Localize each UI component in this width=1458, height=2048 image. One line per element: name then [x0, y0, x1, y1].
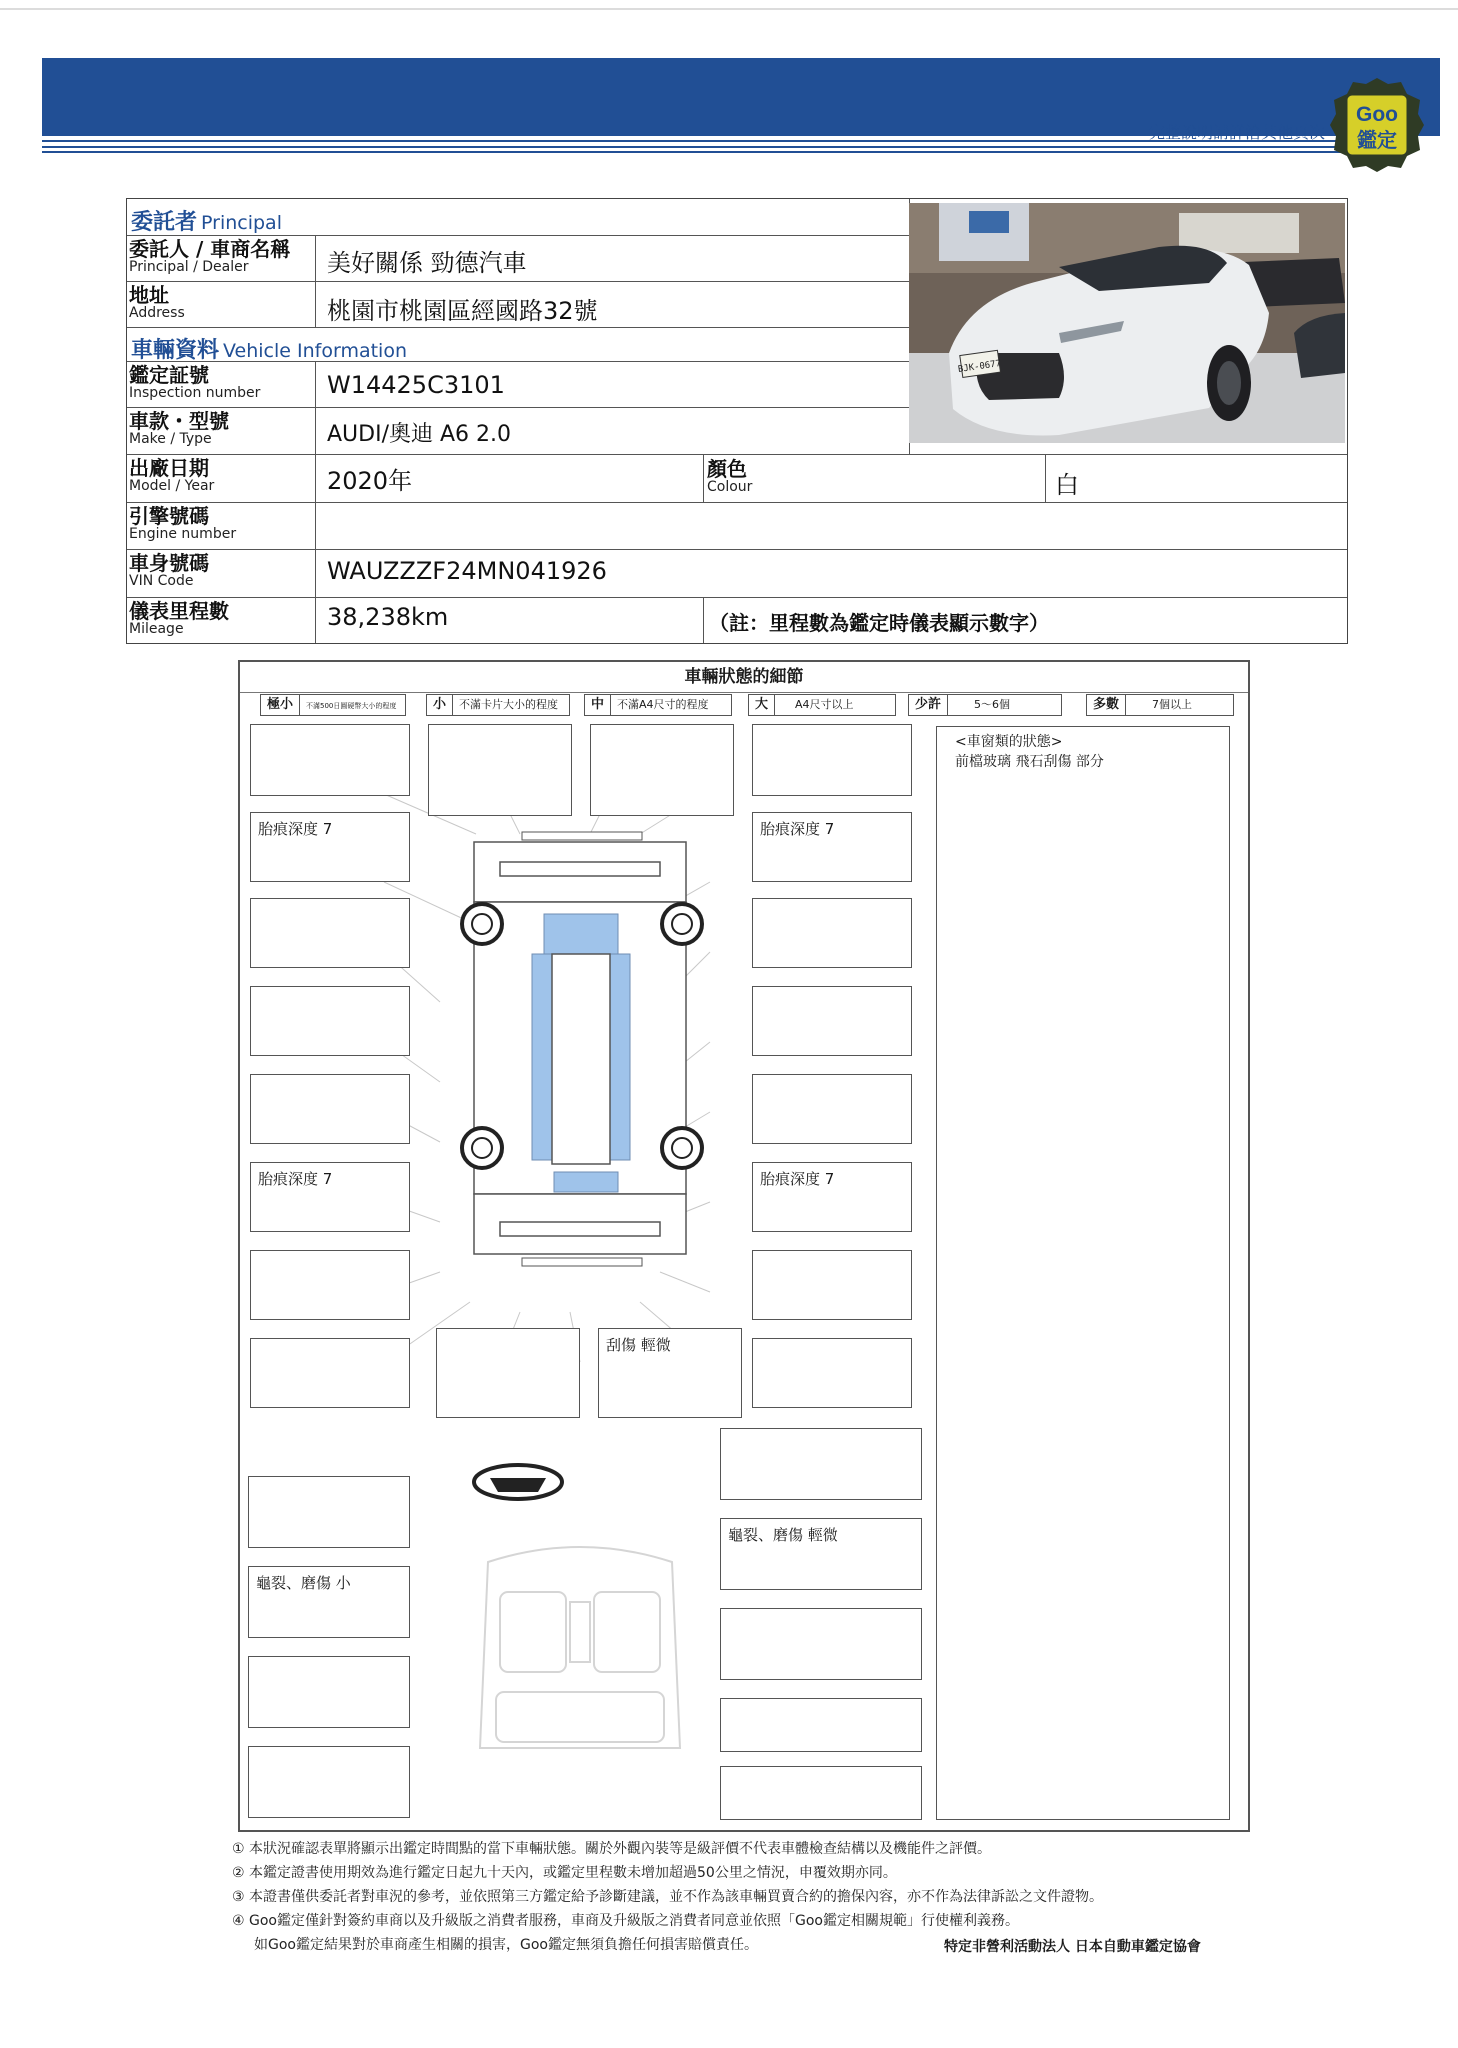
- condition-box: [248, 1476, 410, 1548]
- condition-box: [250, 1074, 410, 1144]
- condition-box: 胎痕深度 7: [752, 812, 912, 882]
- vehicle-photo: [909, 203, 1345, 443]
- svg-text:Goo: Goo: [1356, 103, 1398, 126]
- colour-value: 白: [1055, 471, 1079, 499]
- footer-note: ② 本鑑定證書使用期效為進行鑑定日起九十天內，或鑑定里程數未增加超過50公里之情況，申覆效期亦同。: [232, 1865, 897, 1881]
- mileage-note: （註：里程數為鑑定時儀表顯示數字）: [709, 611, 1049, 635]
- legend-item: 多數 7個以上: [1086, 694, 1234, 716]
- vin-code-label: 車身號碼 VIN Code: [129, 551, 209, 589]
- address-label: 地址 Address: [129, 283, 185, 321]
- vehicle-condition-panel: [238, 660, 1250, 1832]
- condition-panel-title: 車輛狀態的細節: [240, 662, 1248, 693]
- condition-box: [720, 1428, 922, 1500]
- footer-note: ① 本狀況確認表單將顯示出鑑定時間點的當下車輛狀態。關於外觀內裝等是級評價不代表車體檢查結構以及機能件之評價。: [232, 1841, 991, 1857]
- vin-code-value: WAUZZZF24MN041926: [327, 557, 607, 585]
- condition-box: 胎痕深度 7: [250, 812, 410, 882]
- principal-dealer-value: 美好關係 勁德汽車: [327, 249, 527, 277]
- window-status-text: 前檔玻璃 飛石刮傷 部分: [955, 754, 1104, 770]
- mileage-value: 38,238km: [327, 603, 449, 631]
- banner-stripe: [42, 151, 1387, 153]
- banner-note: 完整說明請詳洽其他頁次: [1148, 123, 1325, 142]
- model-year-label: 出廠日期 Model / Year: [129, 456, 215, 494]
- condition-box: [436, 1328, 580, 1418]
- svg-text:BJK-0677: BJK-0677: [957, 358, 1002, 375]
- condition-box: [752, 898, 912, 968]
- condition-box: [250, 1250, 410, 1320]
- footer-note: 如Goo鑑定結果對於車商產生相關的損害，Goo鑑定無須負擔任何損害賠償責任。: [254, 1937, 758, 1953]
- window-status-box: [936, 726, 1230, 1820]
- issuing-organization: 特定非營利活動法人 日本自動車鑑定協會: [944, 1939, 1201, 1955]
- legend-item: 少許 5～6個: [908, 694, 1062, 716]
- page-top-rule: [0, 8, 1458, 10]
- legend-item: 中 不滿A4尺寸的程度: [584, 694, 732, 716]
- inspection-number-value: W14425C3101: [327, 371, 505, 399]
- legend-item: 極小 不滿500日圓硬幣大小的程度: [260, 694, 406, 716]
- condition-box: [590, 724, 734, 816]
- condition-box: [752, 1338, 912, 1408]
- banner-stripe: [42, 146, 1387, 148]
- mileage-label: 儀表里程數 Mileage: [129, 599, 229, 637]
- condition-box: 龜裂、磨傷 輕微: [720, 1518, 922, 1590]
- condition-box: [250, 986, 410, 1056]
- condition-box: [752, 986, 912, 1056]
- model-year-value: 2020年: [327, 467, 413, 495]
- inspection-number-label: 鑑定証號 Inspection number: [129, 363, 261, 401]
- principal-section-title: 委託者 Principal: [131, 210, 282, 235]
- condition-box: [720, 1766, 922, 1820]
- address-value: 桃園市桃園區經國路32號: [327, 297, 598, 325]
- svg-text:鑑定: 鑑定: [1357, 128, 1397, 152]
- condition-box: [720, 1698, 922, 1752]
- condition-box: [720, 1608, 922, 1680]
- engine-number-label: 引擎號碼 Engine number: [129, 504, 237, 542]
- colour-label: 顏色 Colour: [707, 457, 753, 495]
- vehicle-section-title: 車輛資料 Vehicle Information: [131, 338, 407, 363]
- footer-note: ④ Goo鑑定僅針對簽約車商以及升級版之消費者服務，車商及升級版之消費者同意並依照「Goo鑑定相關規範」行使權利義務。: [232, 1913, 1019, 1929]
- vehicle-info-table: [126, 198, 1348, 644]
- footer-note: ③ 本證書僅供委託者對車況的參考，並依照第三方鑑定給予診斷建議，並不作為該車輛買賣合約的擔保內容，亦不作為法律訴訟之文件證物。: [232, 1889, 1103, 1905]
- make-type-value: AUDI/奧迪 A6 2.0: [327, 422, 512, 447]
- legend-item: 大 A4尺寸以上: [748, 694, 896, 716]
- window-status-title: <車窗類的狀態>: [955, 734, 1063, 750]
- principal-dealer-label: 委託人 / 車商名稱 Principal / Dealer: [129, 237, 291, 275]
- goo-appraisal-logo: [1328, 76, 1426, 174]
- condition-box: [248, 1656, 410, 1728]
- condition-box: 龜裂、磨傷 小: [248, 1566, 410, 1638]
- condition-box: [428, 724, 572, 816]
- condition-box: [248, 1746, 410, 1818]
- make-type-label: 車款・型號 Make / Type: [129, 409, 229, 447]
- legend-item: 小 不滿卡片大小的程度: [426, 694, 570, 716]
- header-banner: [42, 58, 1440, 152]
- condition-box: [250, 724, 410, 796]
- condition-box: [250, 898, 410, 968]
- condition-box: [752, 1074, 912, 1144]
- condition-box: [250, 1338, 410, 1408]
- condition-box: 刮傷 輕微: [598, 1328, 742, 1418]
- condition-box: [752, 1250, 912, 1320]
- steering-wheel-icon: [474, 1465, 562, 1499]
- condition-box: 胎痕深度 7: [752, 1162, 912, 1232]
- condition-box: [752, 724, 912, 796]
- condition-box: 胎痕深度 7: [250, 1162, 410, 1232]
